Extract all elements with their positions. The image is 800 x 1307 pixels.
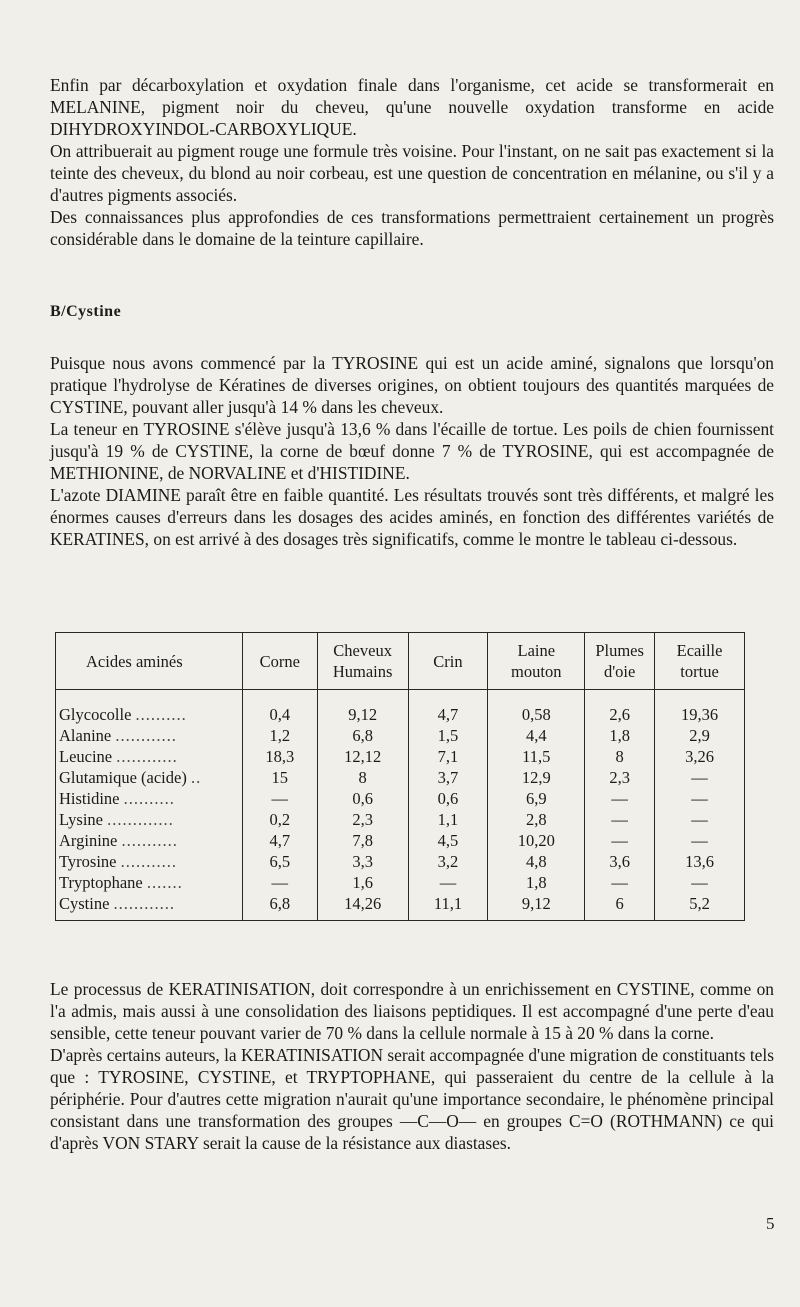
value-cell: 1,8 (585, 725, 655, 746)
value-cell: 14,26 (317, 893, 408, 921)
value-cell: 4,8 (488, 851, 585, 872)
amino-acid-name-cell (56, 809, 243, 830)
column-header: Corne (242, 633, 317, 690)
amino-acid-name: Tryptophane (59, 872, 143, 892)
leader-dots: .. (190, 767, 202, 787)
value-cell: 9,12 (488, 893, 585, 921)
paragraph: On attribuerait au pigment rouge une formule très voisine. Pour l'instant, on ne sait pas exactement si la teinte des cheveux, du blond au noir corbeau, est une question de concentration en mélanine, ou s'il y a d'autres pigments associés. (50, 141, 774, 205)
amino-acid-name: Histidine (59, 788, 120, 808)
value-cell: 1,2 (242, 725, 317, 746)
leader-dots: ............ (116, 746, 178, 766)
amino-acid-name-cell (56, 788, 243, 809)
column-header: Acides aminés (56, 633, 243, 690)
value-cell: — (655, 767, 745, 788)
paragraph: Puisque nous avons commencé par la TYROSINE qui est un acide aminé, signalons que lorsqu'on pratique l'hydrolyse de Kératines de diverses origines, on obtient toujours des quantités marquées de CYSTINE, pouvant aller jusqu'à 14 % dans les cheveux. (50, 353, 774, 417)
leader-dots: .......... (135, 704, 187, 724)
value-cell: 6,8 (317, 725, 408, 746)
value-cell: 19,36 (655, 690, 745, 726)
leader-dots: ............. (107, 809, 174, 829)
intro-text (50, 74, 774, 250)
value-cell: 2,6 (585, 690, 655, 726)
amino-acid-name: Cystine (59, 893, 110, 913)
value-cell: 12,12 (317, 746, 408, 767)
value-cell: 0,6 (408, 788, 488, 809)
value-cell: 10,20 (488, 830, 585, 851)
leader-dots: ........... (121, 830, 178, 850)
amino-acid-name: Alanine (59, 725, 112, 745)
value-cell: 8 (317, 767, 408, 788)
outro-text (50, 978, 774, 1154)
value-cell: 6,5 (242, 851, 317, 872)
value-cell: 3,26 (655, 746, 745, 767)
value-cell: — (655, 809, 745, 830)
table-row (56, 872, 745, 893)
value-cell: 4,7 (408, 690, 488, 726)
value-cell: 1,8 (488, 872, 585, 893)
table-row (56, 893, 745, 921)
table-row (56, 788, 745, 809)
table-row (56, 767, 745, 788)
value-cell: 4,5 (408, 830, 488, 851)
paragraph: L'azote DIAMINE paraît être en faible quantité. Les résultats trouvés sont très différents, et malgré les énormes causes d'erreurs dans les dosages des acides aminés, en fonction des différentes variétés de KERATINES, on est arrivé à des dosages très significatifs, comme le montre le tableau ci-dessous. (50, 485, 774, 549)
value-cell: — (585, 872, 655, 893)
amino-acid-name-cell (56, 725, 243, 746)
value-cell: 6,9 (488, 788, 585, 809)
value-cell: — (585, 788, 655, 809)
value-cell: 9,12 (317, 690, 408, 726)
leader-dots: ............ (113, 893, 176, 913)
value-cell: 6 (585, 893, 655, 921)
value-cell: 11,1 (408, 893, 488, 921)
amino-acid-name-cell (56, 767, 243, 788)
value-cell: 1,6 (317, 872, 408, 893)
value-cell: 1,1 (408, 809, 488, 830)
value-cell: 18,3 (242, 746, 317, 767)
value-cell: 3,6 (585, 851, 655, 872)
leader-dots: ........... (120, 851, 178, 871)
value-cell: — (242, 788, 317, 809)
table-row (56, 746, 745, 767)
table-row (56, 809, 745, 830)
table-row (56, 851, 745, 872)
value-cell: — (242, 872, 317, 893)
paragraph: Le processus de KERATINISATION, doit correspondre à un enrichissement en CYSTINE, comme on l'a admis, mais aussi à une consolidation des liaisons peptidiques. Il est accompagné d'une perte d'eau sensible, cette teneur pouvant varier de 70 % dans la cellule normale à 15 à 20 % dans la corne. (50, 979, 774, 1043)
table-row (56, 690, 745, 726)
value-cell: 3,3 (317, 851, 408, 872)
value-cell: 12,9 (488, 767, 585, 788)
value-cell: 7,1 (408, 746, 488, 767)
amino-acid-name: Tyrosine (59, 851, 117, 871)
paragraph: Enfin par décarboxylation et oxydation finale dans l'organisme, cet acide se transformerait en MELANINE, pigment noir du cheveu, qu'une nouvelle oxydation transforme en acide DIHYDROXYINDOL-CARBOXYLIQUE. (50, 75, 774, 139)
value-cell: 2,3 (585, 767, 655, 788)
leader-dots: ....... (146, 872, 183, 892)
value-cell: 0,58 (488, 690, 585, 726)
value-cell: 3,2 (408, 851, 488, 872)
value-cell: — (655, 830, 745, 851)
section-heading: B/Cystine (50, 303, 122, 320)
value-cell: 4,4 (488, 725, 585, 746)
amino-acid-name-cell (56, 746, 243, 767)
amino-acid-name-cell (56, 851, 243, 872)
value-cell: 6,8 (242, 893, 317, 921)
value-cell: 15 (242, 767, 317, 788)
value-cell: 2,3 (317, 809, 408, 830)
value-cell: 2,8 (488, 809, 585, 830)
amino-acid-name-cell (56, 690, 243, 726)
value-cell: 2,9 (655, 725, 745, 746)
column-header: Plumes d'oie (585, 633, 655, 690)
leader-dots: ............ (115, 725, 177, 745)
page-number: 5 (766, 1214, 775, 1233)
value-cell: — (585, 809, 655, 830)
amino-acid-name-cell (56, 893, 243, 921)
column-header: Laine mouton (488, 633, 585, 690)
table-row (56, 725, 745, 746)
amino-acid-name: Arginine (59, 830, 118, 850)
paragraph: Des connaissances plus approfondies de ces transformations permettraient certainement un progrès considérable dans le domaine de la teinture capillaire. (50, 207, 774, 249)
value-cell: 1,5 (408, 725, 488, 746)
value-cell: 0,2 (242, 809, 317, 830)
value-cell: 3,7 (408, 767, 488, 788)
amino-acid-table (55, 632, 745, 954)
value-cell: 5,2 (655, 893, 745, 921)
column-header: Ecaille tortue (655, 633, 745, 690)
amino-acid-name-cell (56, 830, 243, 851)
value-cell: 8 (585, 746, 655, 767)
table-header-row (56, 633, 745, 690)
paragraph: D'après certains auteurs, la KERATINISATION serait accompagnée d'une migration de constituants tels que : TYROSINE, CYSTINE, et TRYPTOPHANE, qui passeraient du centre de la cellule à la périphérie. Pour d'autres cette migration n'aurait qu'une importance secondaire, le phénomène principal consistant dans une transformation des groupes —C—O— en groupes C=O (ROTHMANN) ce qui d'après VON STARY serait la cause de la résistance aux diastases. (50, 1045, 774, 1153)
value-cell: 4,7 (242, 830, 317, 851)
value-cell: 13,6 (655, 851, 745, 872)
leader-dots: .......... (123, 788, 175, 808)
value-cell: 11,5 (488, 746, 585, 767)
value-cell: 0,4 (242, 690, 317, 726)
value-cell: — (655, 872, 745, 893)
amino-acid-name: Lysine (59, 809, 103, 829)
column-header: Crin (408, 633, 488, 690)
value-cell: — (585, 830, 655, 851)
value-cell: 7,8 (317, 830, 408, 851)
value-cell: — (408, 872, 488, 893)
amino-acid-name: Leucine (59, 746, 113, 766)
value-cell: 0,6 (317, 788, 408, 809)
paragraph: La teneur en TYROSINE s'élève jusqu'à 13,6 % dans l'écaille de tortue. Les poils de chien fournissent jusqu'à 19 % de CYSTINE, la corne de bœuf donne 7 % de TYROSINE, qui est accompagnée de METHIONINE, de NORVALINE et d'HISTIDINE. (50, 419, 774, 483)
value-cell: — (655, 788, 745, 809)
cystine-text (50, 352, 774, 550)
amino-acid-name: Glycocolle (59, 704, 132, 724)
table-row (56, 830, 745, 851)
amino-acid-name-cell (56, 872, 243, 893)
amino-acid-name: Glutamique (acide) (59, 767, 187, 787)
column-header: Cheveux Humains (317, 633, 408, 690)
